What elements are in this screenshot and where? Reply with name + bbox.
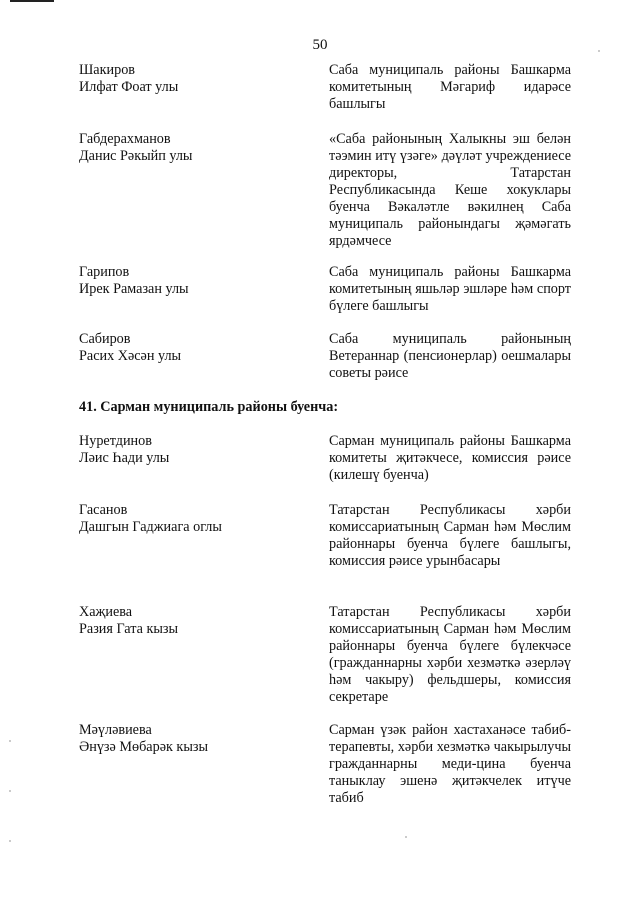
person-surname: Гарипов <box>79 264 130 280</box>
person-given-name: Дашгын Гаджиага оглы <box>79 519 222 535</box>
person-given-name: Әнүзә Мөбарәк кызы <box>79 739 208 755</box>
person-given-name: Ирек Рамазан улы <box>79 281 189 297</box>
person-role: Сарман муниципаль районы Башкарма комитеты җитәкчесе, комиссия рәисе (килешү буенча) <box>329 433 571 483</box>
person-role: Сарман үзәк район хастаханәсе табиб-терапевты, хәрби хезмәткә чакырылучы гражданнарны меди-цина буенча таныклау эшенә җитәкчелек итүче табиб <box>329 722 571 806</box>
person-name <box>79 502 299 536</box>
person-surname: Хаҗиева <box>79 604 133 620</box>
person-given-name: Разия Гата кызы <box>79 621 179 637</box>
person-surname: Гасанов <box>79 502 128 518</box>
person-role: Татарстан Республикасы хәрби комиссариатының Сарман һәм Мөслим районнары буенча бүлеге башлыгы, комиссия рәисе урынбасары <box>329 502 571 569</box>
scan-speck <box>405 836 407 838</box>
person-role: «Саба районының Халыкны эш белән тәэмин итү үзәге» дәүләт учреждениесе директоры, Татарстан Республикасында Кеше хокуклары буенча Вәкаләтле вәкилнең Саба муниципаль районындагы җәмәгать ярдәмчесе <box>329 131 571 249</box>
person-name <box>79 131 299 165</box>
person-given-name: Расих Хәсән улы <box>79 348 182 364</box>
section-heading: 41. Сарман муниципаль районы буенча: <box>79 399 339 415</box>
scan-speck <box>9 840 11 842</box>
person-given-name: Илфат Фоат улы <box>79 79 179 95</box>
person-name <box>79 62 299 96</box>
person-surname: Мәүләвиева <box>79 722 152 738</box>
person-surname: Сабиров <box>79 331 131 347</box>
person-role: Саба муниципаль районының Ветераннар (пенсионерлар) оешмалары советы рәисе <box>329 331 571 381</box>
person-role: Татарстан Республикасы хәрби комиссариатының Сарман һәм Мөслим районнары буенча бүлеге бүлекчәсе (гражданнарны хәрби хезмәткә әзерләү һәм чакыру) фельдшеры, комиссия секретаре <box>329 604 571 705</box>
person-surname: Нуретдинов <box>79 433 152 449</box>
person-given-name: Данис Рәкыйп улы <box>79 148 193 164</box>
page-number: 50 <box>312 37 328 53</box>
person-role: Саба муниципаль районы Башкарма комитетының яшьләр эшләре һәм спорт бүлеге башлыгы <box>329 264 571 314</box>
person-name <box>79 331 299 365</box>
person-name <box>79 722 299 756</box>
person-surname: Габдерахманов <box>79 131 171 147</box>
person-role: Саба муниципаль районы Башкарма комитетының Мәгариф идарәсе башлыгы <box>329 62 571 112</box>
person-given-name: Ләис Һади улы <box>79 450 170 466</box>
scan-speck <box>9 740 11 742</box>
scan-speck <box>9 790 11 792</box>
person-name <box>79 604 299 638</box>
corner-mark <box>10 0 54 2</box>
person-name <box>79 264 299 298</box>
person-surname: Шакиров <box>79 62 135 78</box>
scan-speck <box>598 50 600 52</box>
person-name <box>79 433 299 467</box>
